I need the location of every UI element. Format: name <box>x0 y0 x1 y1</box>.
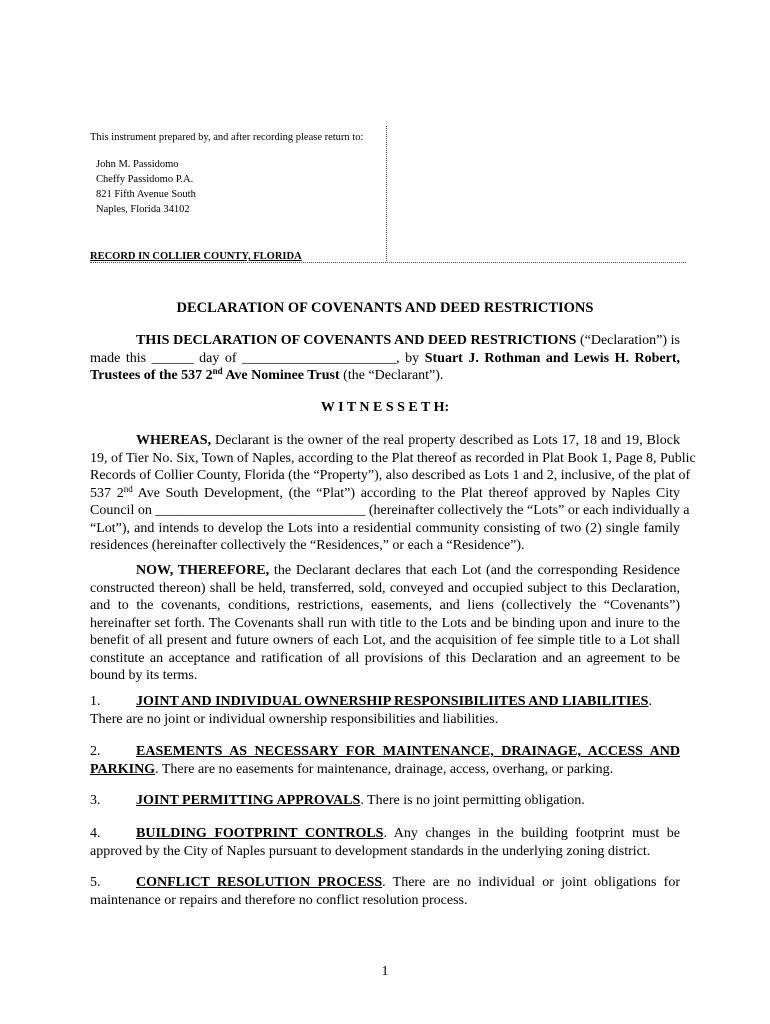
whereas-line: WHEREAS, Declarant is the owner of the real property described as Lots 17, 18 and 19, Block <box>136 433 680 448</box>
section-2 <box>90 743 680 778</box>
whereas-line: 537 2nd Ave South Development, (the “Plat”) according to the Plat thereof approved by Naples City <box>90 483 681 501</box>
whereas-line: “Lot”), and intends to develop the Lots into a residential community consisting of two (2) single family <box>90 520 680 536</box>
address-line: 821 Fifth Avenue South <box>96 189 196 200</box>
whereas-line: residences (hereinafter collectively the “Residences,” or each a “Residence”). <box>90 538 525 553</box>
now-therefore-line: constitute an acceptance and ratification of all provisions of this Declaration and an agreement to be <box>90 650 680 666</box>
section-heading-line: 3. JOINT PERMITTING APPROVALS. There is no joint permitting obligation. <box>90 793 585 808</box>
now-therefore-line: constructed thereon) shall be held, transferred, sold, conveyed and occupied subject to this Declaration, <box>90 580 680 596</box>
intro-line: Trustees of the 537 2nd Ave Nominee Trust (the “Declarant”). <box>90 366 444 383</box>
now-therefore-paragraph <box>90 562 680 685</box>
address-line: Cheffy Passidomo P.A. <box>96 174 194 185</box>
address-line: Naples, Florida 34102 <box>96 204 190 215</box>
return-address <box>96 157 196 217</box>
section-heading-line: 5. CONFLICT RESOLUTION PROCESS. There are no individual or joint obligations for <box>90 875 680 890</box>
section-body-line: There are no joint or individual ownership responsibilities and liabilities. <box>90 711 499 727</box>
now-therefore-line: and to the covenants, conditions, restrictions, easements, and liens (collectively the “Covenants”) <box>90 598 680 613</box>
intro-line: made this ______ day of ______________________, by Stuart J. Rothman and Lewis H. Robert, <box>90 350 680 366</box>
section-3 <box>90 792 680 810</box>
now-therefore-line: NOW, THEREFORE, the Declarant declares that each Lot (and the corresponding Residence <box>136 563 680 578</box>
now-therefore-line: benefit of all present and future owners of each Lot, and the acquisition of fee simple title to a Lot shall <box>90 633 680 648</box>
section-heading-line: 4. BUILDING FOOTPRINT CONTROLS. Any changes in the building footprint must be <box>90 826 680 841</box>
intro-paragraph <box>90 332 680 385</box>
section-body-line: approved by the City of Naples pursuant to development standards in the underlying zoning district. <box>90 843 651 859</box>
section-5 <box>90 874 680 909</box>
record-in-county: RECORD IN COLLIER COUNTY, FLORIDA <box>90 251 302 262</box>
section-1 <box>90 693 680 728</box>
prepared-by-line: This instrument prepared by, and after recording please return to: <box>90 132 364 143</box>
intro-line: THIS DECLARATION OF COVENANTS AND DEED RESTRICTIONS (“Declaration”) is <box>136 333 680 348</box>
document-title: DECLARATION OF COVENANTS AND DEED RESTRICTIONS <box>176 300 594 316</box>
whereas-line: 19, of Tier No. Six, Town of Naples, according to the Plat thereof as recorded in Plat Book 1, Page 8, Public <box>90 450 696 466</box>
now-therefore-line: bound by its terms. <box>90 668 198 683</box>
witnesseth-heading: W I T N E S S E T H: <box>320 400 450 415</box>
address-line: John M. Passidomo <box>96 159 179 170</box>
whereas-line: Records of Collier County, Florida (the “Property”), also described as Lots 1 and 2, inclusive, of the plat of <box>90 468 691 483</box>
section-body-line: maintenance or repairs and therefore no conflict resolution process. <box>90 892 468 908</box>
now-therefore-line: hereinafter set forth. The Covenants shall run with title to the Lots and be binding upon and inure to the <box>90 615 680 631</box>
header-divider <box>90 262 686 263</box>
section-body-line: PARKING. There are no easements for maintenance, drainage, access, overhang, or parking. <box>90 761 614 777</box>
preparer-box <box>90 126 387 261</box>
section-heading-line: 1. JOINT AND INDIVIDUAL OWNERSHIP RESPONSIBILIITES AND LIABILITIES. <box>90 694 652 709</box>
whereas-paragraph <box>90 432 696 555</box>
whereas-line: Council on ______________________________ (hereinafter collectively the “Lots” or each individually a <box>90 503 690 518</box>
section-4 <box>90 825 680 860</box>
section-heading-line: 2. EASEMENTS AS NECESSARY FOR MAINTENANCE, DRAINAGE, ACCESS AND <box>90 744 680 759</box>
page-number: 1 <box>381 964 389 979</box>
